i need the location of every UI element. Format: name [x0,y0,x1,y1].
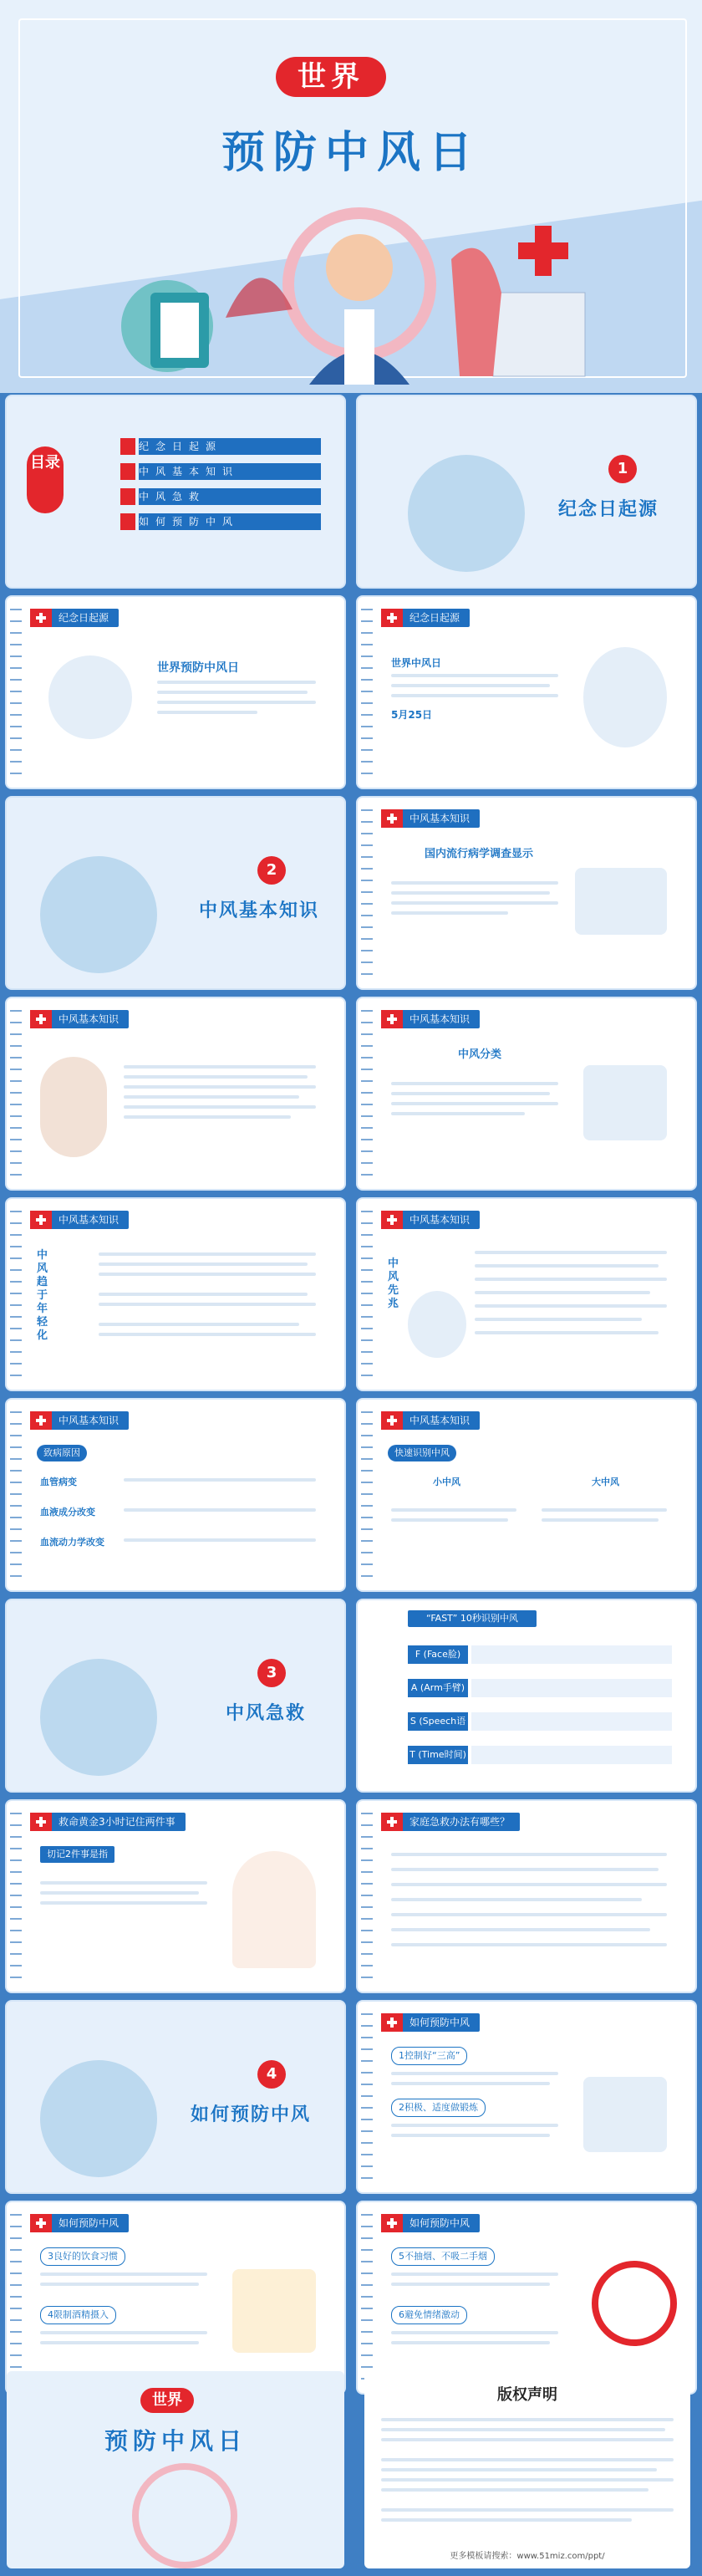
prevent-point-2: 2积极、适度做锻炼 [391,2099,486,2117]
section-number: 4 [257,2060,286,2089]
binder-rings [10,1808,22,1985]
young-slide [7,1199,344,1390]
toc-item-2[interactable]: 中风基本知识 [139,463,321,480]
ending-tag: 世界 [140,2388,194,2413]
prevent-point-1: 1控制好“三高” [391,2047,467,2065]
cover-slide [0,0,702,393]
section-title: 中风急救 [226,1703,307,1724]
doctor-illustration [132,2463,237,2568]
binder-rings [10,1005,22,1182]
fast-title: “FAST” 10秒识别中风 [408,1610,537,1627]
section-1-slide [358,396,695,587]
binder-rings [10,604,22,781]
plant-decoration [40,1659,157,1776]
plant-decoration [40,856,157,973]
survey-slide [358,798,695,988]
survey-title: 国内流行病学调查显示 [425,848,534,860]
binder-rings [10,1406,22,1584]
slide-header: 纪念日起源 [381,609,470,627]
toc-slide [7,396,344,587]
patient-illustration [40,1057,107,1157]
slide-header: 中风基本知识 [30,1411,129,1430]
first-aid-slide [358,1801,695,1992]
binder-rings [361,2008,373,2186]
definition-slide [7,998,344,1189]
slide-header: 中风基本知识 [381,809,480,828]
binder-rings [361,1206,373,1383]
binder-rings [361,1406,373,1584]
cover-title: 预防中风日 [221,127,481,178]
plant-decoration [408,455,525,572]
slide-header: 如何预防中风 [381,2214,480,2232]
section-title: 纪念日起源 [558,499,659,520]
binder-rings [361,2209,373,2386]
slide-header: 中风基本知识 [381,1411,480,1430]
fast-face: F (Face脸) [408,1645,468,1664]
cover-tag: 世界 [276,57,386,97]
section-number: 3 [257,1659,286,1687]
plant-decoration [40,2060,157,2177]
classification-slide [358,998,695,1189]
cause-slide [7,1400,344,1590]
signs-title: 中风先兆 [388,1257,399,1310]
signs-slide [358,1199,695,1390]
fast-slide [358,1600,695,1791]
slide-header: 救命黄金3小时记住两件事 [30,1813,186,1831]
section-4-slide [7,2002,344,2192]
binder-rings [361,604,373,781]
food-illustration [232,2269,316,2353]
prevent-point-5: 5不抽烟、不吸二手烟 [391,2247,495,2266]
slide-header: 家庭急救办法有哪些？ [381,1813,520,1831]
copyright-slide [364,2371,690,2568]
section-title: 如何预防中风 [191,2104,312,2125]
copyright-title: 版权声明 [497,2386,557,2404]
young-title: 中风趋于年轻化 [37,1249,48,1342]
binder-rings [361,1005,373,1182]
prevent-slide-a [358,2002,695,2192]
doctor-illustration [583,1065,667,1140]
slide-header: 中风基本知识 [381,1211,480,1229]
section-2-slide [7,798,344,988]
self-check-label: 快速识别中风 [388,1445,456,1461]
prevent-point-4: 4限制酒精摄入 [40,2306,116,2324]
binder-rings [10,1206,22,1383]
origin-highlight: 世界中风日 [391,657,442,669]
two-things-label: 切记2件事是指 [40,1846,114,1863]
toc-item-1[interactable]: 纪念日起源 [139,438,321,455]
prevent-point-6: 6避免情绪激动 [391,2306,467,2324]
symptom-slide [358,1400,695,1590]
ending-slide [7,2371,344,2568]
slide-header: 如何预防中风 [381,2013,480,2032]
slide-header: 中风基本知识 [30,1211,129,1229]
no-smoking-icon [592,2261,677,2346]
cover-illustration [100,192,618,385]
copyright-site[interactable]: 更多模板请搜索：www.51miz.com/ppt/ [450,2552,605,2561]
toc-item-3[interactable]: 中风急救 [139,488,321,505]
slide-header: 中风基本知识 [381,1010,480,1028]
prevent-point-3: 3良好的饮食习惯 [40,2247,125,2266]
cause-item-1: 血管病变 [40,1477,77,1487]
wheelchair-illustration [408,1291,466,1358]
cause-item-3: 血流动力学改变 [40,1537,104,1548]
section-title: 中风基本知识 [199,900,320,921]
section-number: 2 [257,856,286,885]
origin-slide-b [358,597,695,788]
cause-item-2: 血液成分改变 [40,1507,95,1518]
fast-arm: A (Arm手臂) [408,1679,468,1697]
origin-date: 5月25日 [391,709,433,721]
medical-team-illustration [575,868,667,935]
section-3-slide [7,1600,344,1791]
nurse-illustration [232,1851,316,1968]
origin-slide-a [7,597,344,788]
exercise-illustration [583,2077,667,2152]
section-number: 1 [608,455,637,483]
wheelchair-illustration [583,647,667,747]
toc-label: 目录 [27,446,64,513]
doctor-illustration [48,655,132,739]
origin-title: 世界预防中风日 [157,661,239,675]
ending-title: 预防中风日 [104,2427,247,2455]
classification-title: 中风分类 [458,1048,502,1061]
binder-rings [361,1808,373,1985]
major-stroke-label: 大中风 [592,1477,619,1487]
toc-item-4[interactable]: 如何预防中风 [139,513,321,530]
slide-header: 如何预防中风 [30,2214,129,2232]
binder-rings [10,2209,22,2386]
binder-rings [361,804,373,982]
fast-speech: S (Speech语言) [408,1712,468,1731]
minor-stroke-label: 小中风 [433,1477,460,1487]
cause-label: 致病原因 [37,1445,87,1461]
slide-header: 中风基本知识 [30,1010,129,1028]
fast-time: T (Time时间) [408,1746,468,1764]
slide-header: 纪念日起源 [30,609,119,627]
golden-hours-slide [7,1801,344,1992]
